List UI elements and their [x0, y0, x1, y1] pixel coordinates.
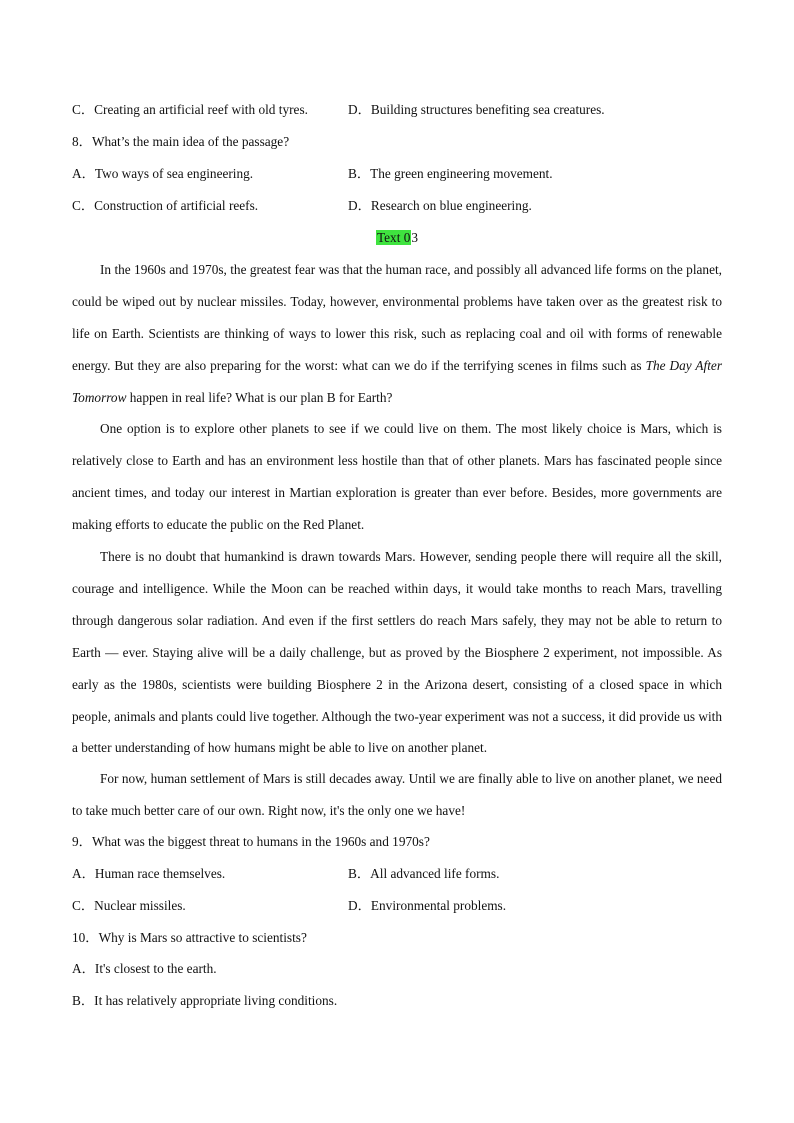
- q9-stem: 9．What was the biggest threat to humans in the 1960s and 1970s?: [72, 834, 430, 849]
- passage-paragraph-1: In the 1960s and 1970s, the greatest fear was that the human race, and possibly all advanced life forms on the planet, could be wiped out by nuclear missiles. Today, however, environmental problems have taken over as the greatest risk to life on Earth. Scientists are thinking of ways to lower this risk, such as replacing coal and oil with forms of renewable energy. But they are also preparing for the worst: what can we do if the terrifying scenes in films such as The Day After Tomorrow happen in real life? What is our plan B for Earth?: [72, 262, 723, 405]
- q8-option-c: C．Construction of artificial reefs.: [72, 198, 259, 213]
- q7-option-c: C．Creating an artificial reef with old tyres.: [72, 102, 308, 117]
- q8-option-d: D．Research on blue engineering.: [348, 198, 532, 213]
- q10-option-b: B．It has relatively appropriate living conditions.: [72, 993, 338, 1008]
- q9-option-b: B．All advanced life forms.: [348, 866, 500, 881]
- section-title: [0, 229, 794, 247]
- passage-paragraph-4: For now, human settlement of Mars is still decades away. Until we are finally able to live on another planet, we need to take much better care of our own. Right now, it's the only one we have!: [72, 771, 722, 818]
- q9-option-d: D．Environmental problems.: [348, 898, 507, 913]
- q9-option-a: A．Human race themselves.: [72, 866, 226, 881]
- q8-option-b: B．The green engineering movement.: [348, 166, 553, 181]
- film-title: The Day After Tomorrow: [72, 357, 723, 405]
- q10-stem: 10．Why is Mars so attractive to scientists?: [72, 930, 307, 945]
- q9-option-c: C．Nuclear missiles.: [72, 898, 186, 913]
- section-title-highlight: Text 0: [376, 230, 411, 245]
- q7-option-d: D．Building structures benefiting sea creatures.: [348, 102, 605, 117]
- q10-option-a: A．It's closest to the earth.: [72, 961, 217, 976]
- q8-option-a: A．Two ways of sea engineering.: [72, 166, 254, 181]
- q8-stem: 8．What’s the main idea of the passage?: [72, 134, 290, 149]
- section-title-number: 3: [411, 230, 419, 245]
- passage-paragraph-2: One option is to explore other planets to see if we could live on them. The most likely choice is Mars, which is relatively close to Earth and has an environment less hostile than that of other planets. Mars has fascinated people since ancient times, and today our interest in Martian exploration is greater than ever before. Besides, more governments are making efforts to educate the public on the Red Planet.: [72, 421, 722, 532]
- passage-paragraph-3: There is no doubt that humankind is drawn towards Mars. However, sending people there will require all the skill, courage and intelligence. While the Moon can be reached within days, it would take months to reach Mars, travelling through dangerous solar radiation. And even if the first settlers do reach Mars safely, they may not be able to return to Earth — ever. Staying alive will be a daily challenge, but as proved by the Biosphere 2 experiment, not impossible. As early as the 1980s, scientists were building Biosphere 2 in the Arizona desert, consisting of a closed space in which people, animals and plants could live together. Although the two-year experiment was not a success, it did provide us with a better understanding of how humans might be able to live on another planet.: [72, 549, 722, 756]
